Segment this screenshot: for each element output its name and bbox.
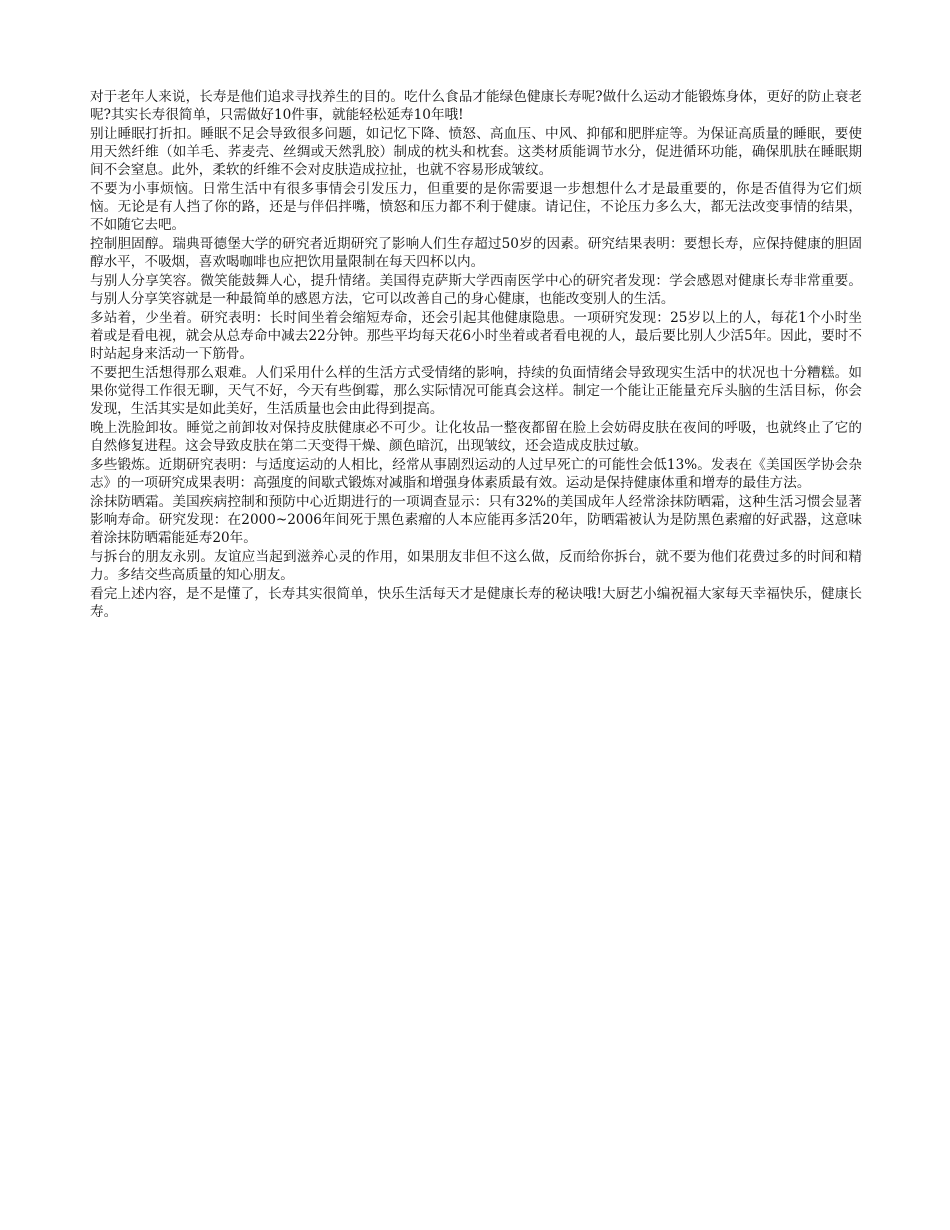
closing-paragraph: 看完上述内容，是不是懂了，长寿其实很简单，快乐生活每天才是健康长寿的秘诀哦!大厨艺小编祝福大家每天幸福快乐，健康长寿。: [90, 586, 862, 620]
tip-attitude-paragraph: 不要把生活想得那么艰难。人们采用什么样的生活方式受情绪的影响，持续的负面情绪会导致现实生活中的状况也十分糟糕。如果你觉得工作很无聊，天气不好，今天有些倒霉，那么实际情况可能真会这样。制定一个能让正能量充斥头脑的生活目标，你会发现，生活其实是如此美好，生活质量也会由此得到提高。: [90, 365, 862, 417]
tip-cholesterol-paragraph: 控制胆固醇。瑞典哥德堡大学的研究者近期研究了影响人们生存超过50岁的因素。研究结果表明：要想长寿，应保持健康的胆固醇水平，不吸烟，喜欢喝咖啡也应把饮用量限制在每天四杯以内。: [90, 236, 862, 270]
tip-smile-paragraph: 与别人分享笑容。微笑能鼓舞人心，提升情绪。美国得克萨斯大学西南医学中心的研究者发现：学会感恩对健康长寿非常重要。与别人分享笑容就是一种最简单的感恩方法，它可以改善自己的身心健康，也能改变别人的生活。: [90, 273, 862, 307]
tip-exercise-paragraph: 多些锻炼。近期研究表明：与适度运动的人相比，经常从事剧烈运动的人过早死亡的可能性会低13%。发表在《美国医学协会杂志》的一项研究成果表明：高强度的间歇式锻炼对减脂和增强身体素质最有效。运动是保持健康体重和增寿的最佳方法。: [90, 457, 862, 491]
tip-friends-paragraph: 与拆台的朋友永别。友谊应当起到滋养心灵的作用，如果朋友非但不这么做，反而给你拆台，就不要为他们花费过多的时间和精力。多结交些高质量的知心朋友。: [90, 549, 862, 583]
intro-paragraph: 对于老年人来说，长寿是他们追求寻找养生的目的。吃什么食品才能绿色健康长寿呢?做什么运动才能锻炼身体，更好的防止衰老呢?其实长寿很简单，只需做好10件事，就能轻松延寿10年哦!: [90, 89, 862, 123]
document-body: [90, 88, 862, 622]
tip-sunscreen-paragraph: 涂抹防晒霜。美国疾病控制和预防中心近期进行的一项调查显示：只有32%的美国成年人经常涂抹防晒霜，这种生活习惯会显著影响寿命。研究发现：在2000~2006年间死于黑色素瘤的人本应能再多活20年，防晒霜被认为是防黑色素瘤的好武器，这意味着涂抹防晒霜能延寿20年。: [90, 494, 862, 546]
tip-stand-paragraph: 多站着，少坐着。研究表明：长时间坐着会缩短寿命，还会引起其他健康隐患。一项研究发现：25岁以上的人，每花1个小时坐着或是看电视，就会从总寿命中减去22分钟。那些平均每天花6小时坐着或者看电视的人，最后要比别人少活5年。因此，要时不时站起身来活动一下筋骨。: [90, 310, 862, 362]
tip-worry-paragraph: 不要为小事烦恼。日常生活中有很多事情会引发压力，但重要的是你需要退一步想想什么才是最重要的，你是否值得为它们烦恼。无论是有人挡了你的路，还是与伴侣拌嘴，愤怒和压力都不利于健康。请记住，不论压力多么大，都无法改变事情的结果，不如随它去吧。: [90, 181, 862, 233]
tip-makeup-paragraph: 晚上洗脸卸妆。睡觉之前卸妆对保持皮肤健康必不可少。让化妆品一整夜都留在脸上会妨碍皮肤在夜间的呼吸，也就终止了它的自然修复进程。这会导致皮肤在第二天变得干燥、颜色暗沉，出现皱纹，还会造成皮肤过敏。: [90, 420, 862, 454]
tip-sleep-paragraph: 别让睡眠打折扣。睡眠不足会导致很多问题，如记忆下降、愤怒、高血压、中风、抑郁和肥胖症等。为保证高质量的睡眠，要使用天然纤维（如羊毛、荞麦壳、丝绸或天然乳胶）制成的枕头和枕套。这类材质能调节水分，促进循环功能，确保肌肤在睡眠期间不会窒息。此外，柔软的纤维不会对皮肤造成拉扯，也就不容易形成皱纹。: [90, 126, 862, 178]
